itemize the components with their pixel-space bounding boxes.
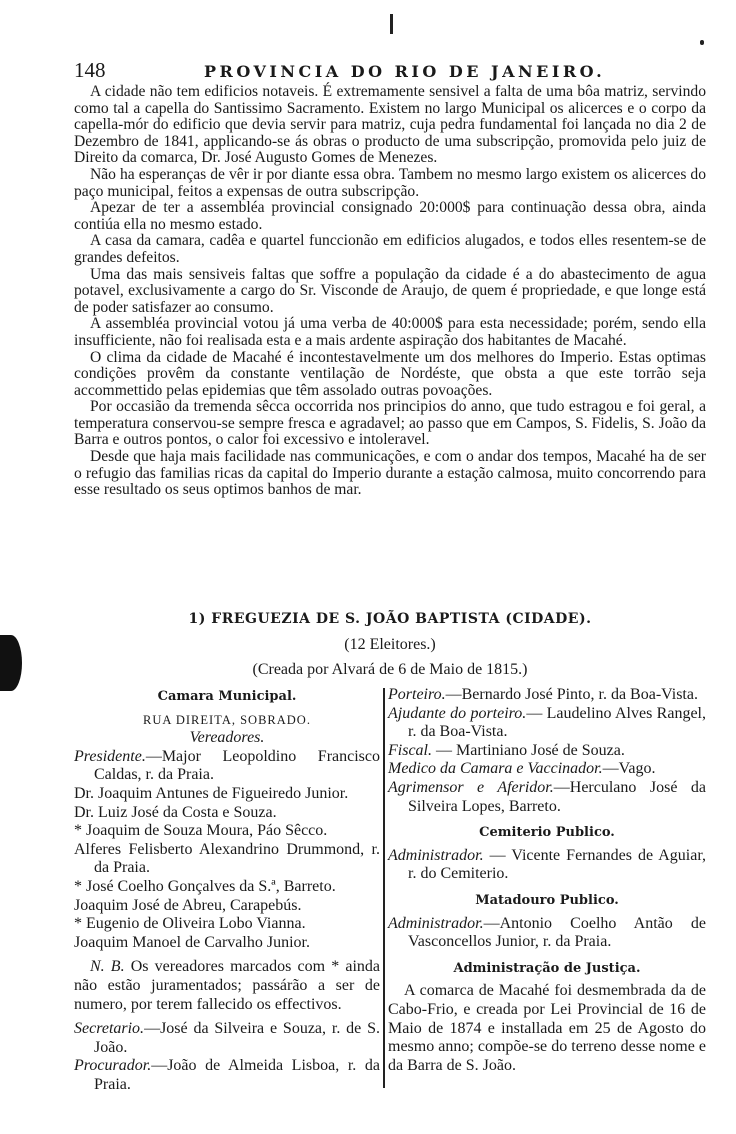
- nb-text: Os vereadores marcados com * ainda não estão juramentados; passárão a ser de numero, por terem fallecido os effectivos.: [74, 958, 380, 1013]
- slaughterhouse-entry: [388, 915, 706, 952]
- officer-label: Medico da Camara e Vaccinador.: [388, 760, 603, 778]
- cemetery-heading: Cemiterio Publico.: [479, 825, 615, 841]
- president-entry: [74, 748, 380, 785]
- officer-label: Porteiro.: [388, 686, 446, 703]
- secretary-label: Secretario.: [74, 1020, 145, 1038]
- member-entry: Joaquim José de Abreu, Carapebús.: [74, 896, 302, 914]
- paragraph: Por occasião da tremenda sêcca occorrida nos principios do anno, que tudo estragou e foi geral, a temperatura conservou-se sempre fresca e agradavel; ao passo que em Campos, S. Fidelis, S. João da Barra e outros pontos, o calor foi excessivo e intoleravel.: [74, 398, 706, 449]
- member-entry: Dr. Joaquim Antunes de Figueiredo Junior.: [74, 784, 349, 802]
- officer-text: —Vago.: [602, 760, 656, 778]
- paragraph: A assembléa provincial votou já uma verba de 40:000$ para esta necessidade; porém, sendo ella insufficiente, não foi realisada esta e a mais ardente aspiração dos habitantes de Macahé.: [74, 315, 706, 349]
- officer-entry: [388, 760, 706, 779]
- body-text: [74, 84, 706, 499]
- member-entry: * Eugenio de Oliveira Lobo Vianna.: [74, 915, 306, 933]
- section-created: (Creada por Alvará de 6 de Maio de 1815.): [252, 661, 528, 678]
- president-label: Presidente.: [74, 747, 146, 765]
- slaughterhouse-text: —Antonio Coelho Antão de Vasconcellos Junior, r. da Praia.: [408, 914, 706, 951]
- left-column: [74, 686, 380, 1094]
- paragraph: O clima da cidade de Macahé é incontestavelmente um dos melhores do Imperio. Estas optimas condições provêm da constante ventilação de Nordéste, que obsta a que este torrão seja accommettido pelas epidemias que têm assolado outras povoações.: [74, 348, 706, 399]
- justice-heading: Administração de Justiça.: [453, 960, 641, 976]
- member-entry: Dr. Luiz José da Costa e Souza.: [74, 803, 277, 821]
- vereadores-heading: Vereadores.: [189, 729, 265, 747]
- paragraph: Uma das mais sensiveis faltas que soffre a população da cidade é a do abastecimento de agua potavel, exclusivamente a cargo do Sr. Visconde de Araujo, de quem é propriedade, e que longe está de poder satisfazer ao consumo.: [74, 265, 706, 316]
- officer-text: —Herculano José da Silveira Lopes, Barreto.: [408, 778, 706, 815]
- running-title: PROVINCIA DO RIO DE JANEIRO.: [204, 62, 606, 81]
- officer-entry: [388, 742, 706, 761]
- section-electors: (12 Eleitores.): [344, 636, 436, 653]
- slaughterhouse-heading: Matadouro Publico.: [475, 892, 619, 908]
- column-divider: [383, 688, 385, 1088]
- officer-label: Ajudante do porteiro.: [388, 704, 527, 722]
- secretary-text: —José da Silveira e Souza, r. de S. João.: [94, 1020, 380, 1056]
- camara-address: RUA DIREITA, SOBRADO.: [143, 712, 311, 727]
- member-entry: * José Coelho Gonçalves da S.ª, Barreto.: [74, 877, 336, 895]
- section-title: 1) FREGUEZIA DE S. JOÃO BAPTISTA (CIDADE).: [188, 611, 592, 627]
- scan-speck: [700, 40, 704, 45]
- right-column: [388, 686, 706, 1075]
- officer-label: Agrimensor e Aferidor.: [388, 778, 554, 796]
- paragraph: A cidade não tem edificios notaveis. É extremamente sensivel a falta de uma bôa matriz, servindo como tal a capella do Santissimo Sacramento. Existem no largo Municipal os alicerces e o corpo da capella-mór do edificio que devia servir para matriz, cuja pedra fundamental foi lançada no dia 2 de Dezembro de 1841, applicando-se ás obras o producto de uma subscripção, promovida pelo juiz de Direito da comarca, Dr. José Augusto Gomes de Menezes.: [74, 83, 706, 167]
- cemetery-label: Administrador.: [388, 846, 484, 864]
- paragraph: Desde que haja mais facilidade nas communicações, e com o andar dos tempos, Macahé ha de ser o refugio das familias ricas da capital do Imperio durante a estação calmosa, muito concorrendo para esse resultado os seus optimos banhos de mar.: [74, 448, 706, 499]
- officer-text: —Bernardo José Pinto, r. da Boa-Vista.: [445, 686, 698, 703]
- scan-mark: [390, 14, 393, 34]
- paragraph: Apezar de ter a assembléa provincial consignado 20:000$ para continuação dessa obra, ainda contiúa ella no mesmo estado.: [74, 199, 706, 233]
- officer-text: — Martiniano José de Souza.: [432, 741, 625, 759]
- paragraph: A casa da camara, cadêa e quartel funccionão em edificios alugados, e todos elles resentem-se de grandes defeitos.: [74, 232, 706, 266]
- procurador-entry: [74, 1057, 380, 1094]
- officer-entry: [388, 705, 706, 742]
- page-number: 148: [74, 58, 106, 82]
- margin-ink-blot: [0, 635, 22, 691]
- cemetery-entry: [388, 847, 706, 884]
- officer-entry: [388, 686, 706, 705]
- procurador-label: Procurador.: [74, 1057, 152, 1075]
- procurador-text: —João de Almeida Lisboa, r. da Praia.: [94, 1057, 380, 1093]
- cemetery-text: — Vicente Fernandes de Aguiar, r. do Cemiterio.: [408, 846, 706, 883]
- officer-label: Fiscal.: [388, 741, 432, 759]
- slaughterhouse-label: Administrador.: [388, 914, 484, 932]
- justice-text: A comarca de Macahé foi desmembrada da de Cabo-Frio, e creada por Lei Provincial de 16 de Maio de 1874 e installada em 25 de Agosto do mesmo anno; compõe-se do terreno desse nome e da Barra de S. João.: [388, 982, 706, 1074]
- nb-label: N. B.: [90, 958, 125, 976]
- nota-bene: [74, 958, 380, 1014]
- officer-text: — Laudelino Alves Rangel, r. da Boa-Vista.: [408, 704, 706, 741]
- member-entry: Joaquim Manoel de Carvalho Junior.: [74, 933, 310, 951]
- member-entry: Alferes Felisberto Alexandrino Drummond, r. da Praia.: [74, 840, 380, 877]
- president-text: —Major Leopoldino Francisco Caldas, r. da Praia.: [94, 747, 380, 784]
- camara-heading: Camara Municipal.: [157, 689, 297, 704]
- officer-entry: [388, 779, 706, 816]
- paragraph: Não ha esperanças de vêr ir por diante essa obra. Tambem no mesmo largo existem os alicerces do paço municipal, feitos a expensas de outra subscripção.: [74, 165, 706, 200]
- secretary-entry: [74, 1020, 380, 1057]
- member-entry: * Joaquim de Souza Moura, Páo Sêcco.: [74, 822, 328, 840]
- page-header: [74, 58, 706, 84]
